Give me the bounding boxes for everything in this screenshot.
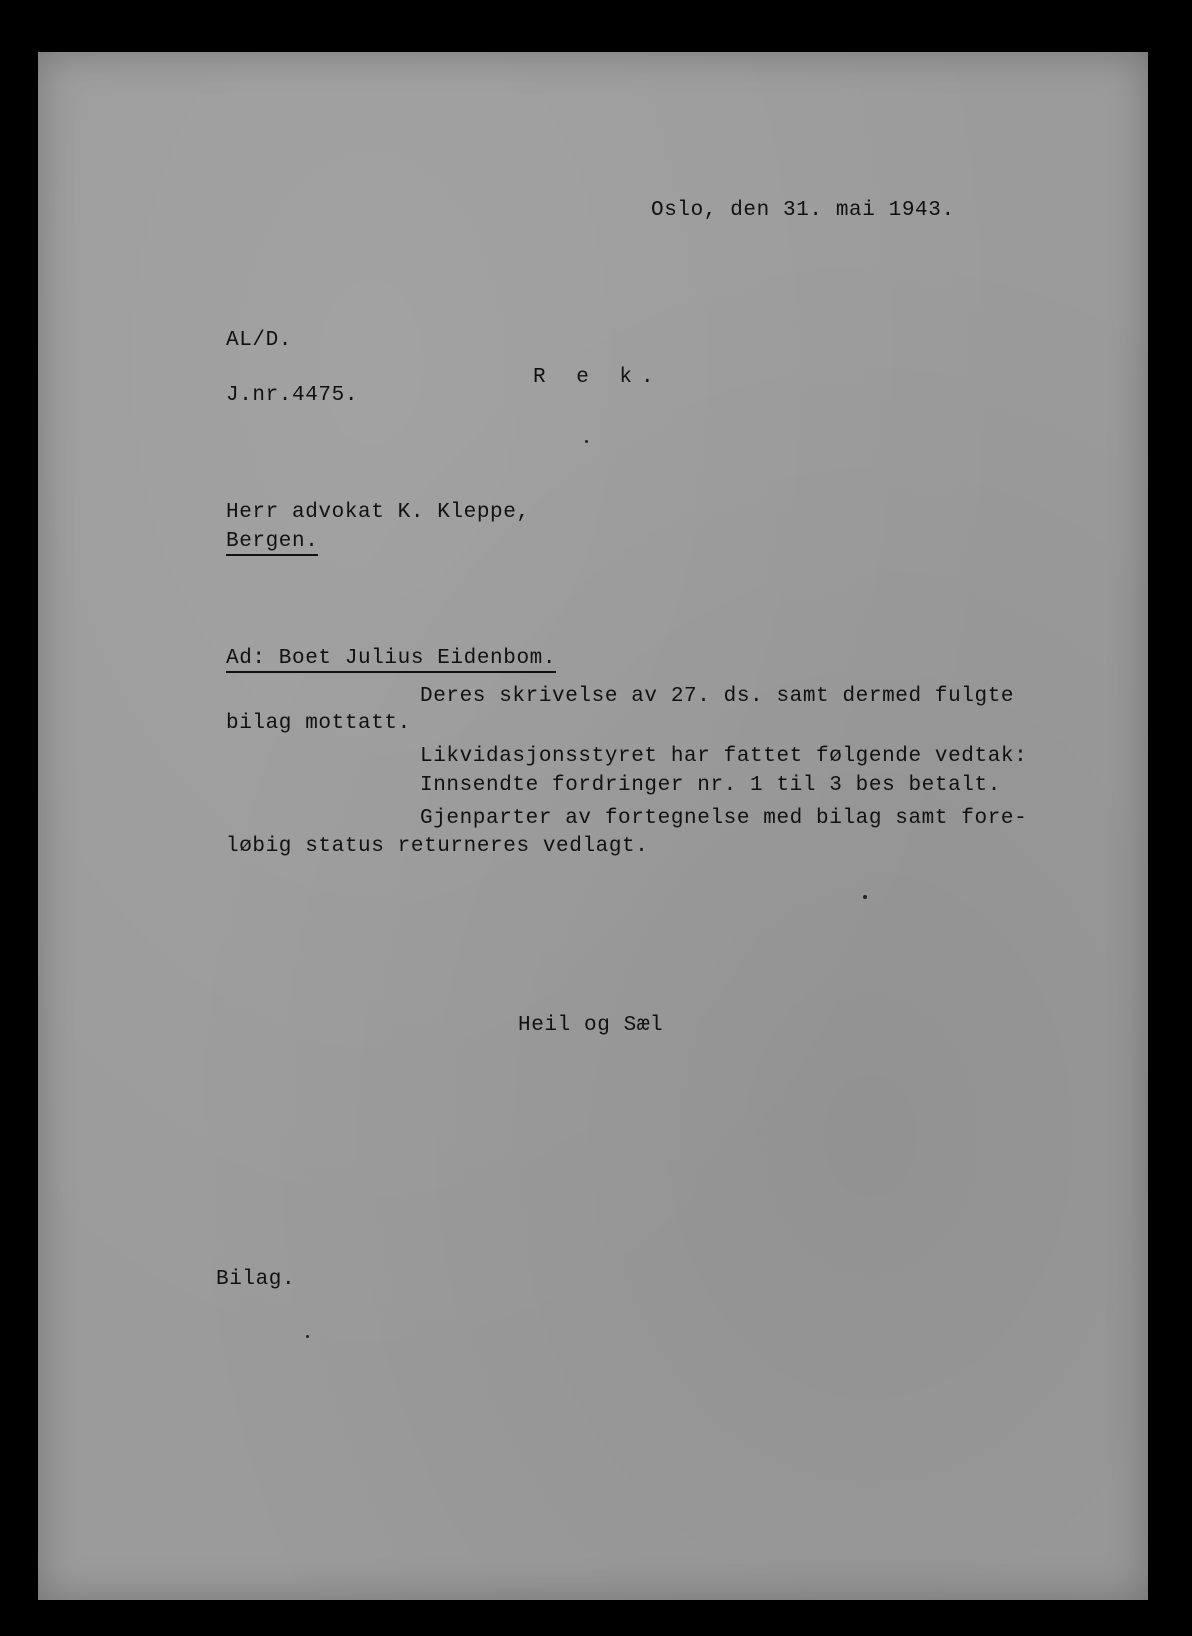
recipient-name: Herr advokat K. Kleppe,: [226, 501, 530, 524]
body-line-6: løbig status returneres vedlagt.: [226, 835, 649, 858]
letter-sheet: [38, 52, 1148, 1600]
closing-salutation: Heil og Sæl: [518, 1014, 664, 1037]
ink-dot: [585, 440, 588, 443]
date-line: Oslo, den 31. mai 1943.: [651, 199, 955, 222]
registered-mark: R e k.: [533, 366, 663, 389]
body-line-5: Gjenparter av fortegnelse med bilag samt fore-: [420, 807, 1028, 830]
body-line-3: Likvidasjonsstyret har fattet følgende vedtak:: [420, 745, 1028, 768]
reference-initials: AL/D.: [226, 329, 293, 352]
ink-dot: [863, 895, 867, 899]
journal-number: J.nr.4475.: [226, 384, 359, 407]
ink-dot: [306, 1335, 309, 1338]
body-line-2: bilag mottatt.: [226, 712, 411, 735]
recipient-city: Bergen.: [226, 531, 318, 556]
subject-line: Ad: Boet Julius Eidenbom.: [226, 648, 556, 673]
body-line-1: Deres skrivelse av 27. ds. samt dermed fulgte: [420, 685, 1015, 708]
enclosure-note: Bilag.: [216, 1268, 296, 1291]
body-line-4: Innsendte fordringer nr. 1 til 3 bes betalt.: [420, 774, 1001, 797]
